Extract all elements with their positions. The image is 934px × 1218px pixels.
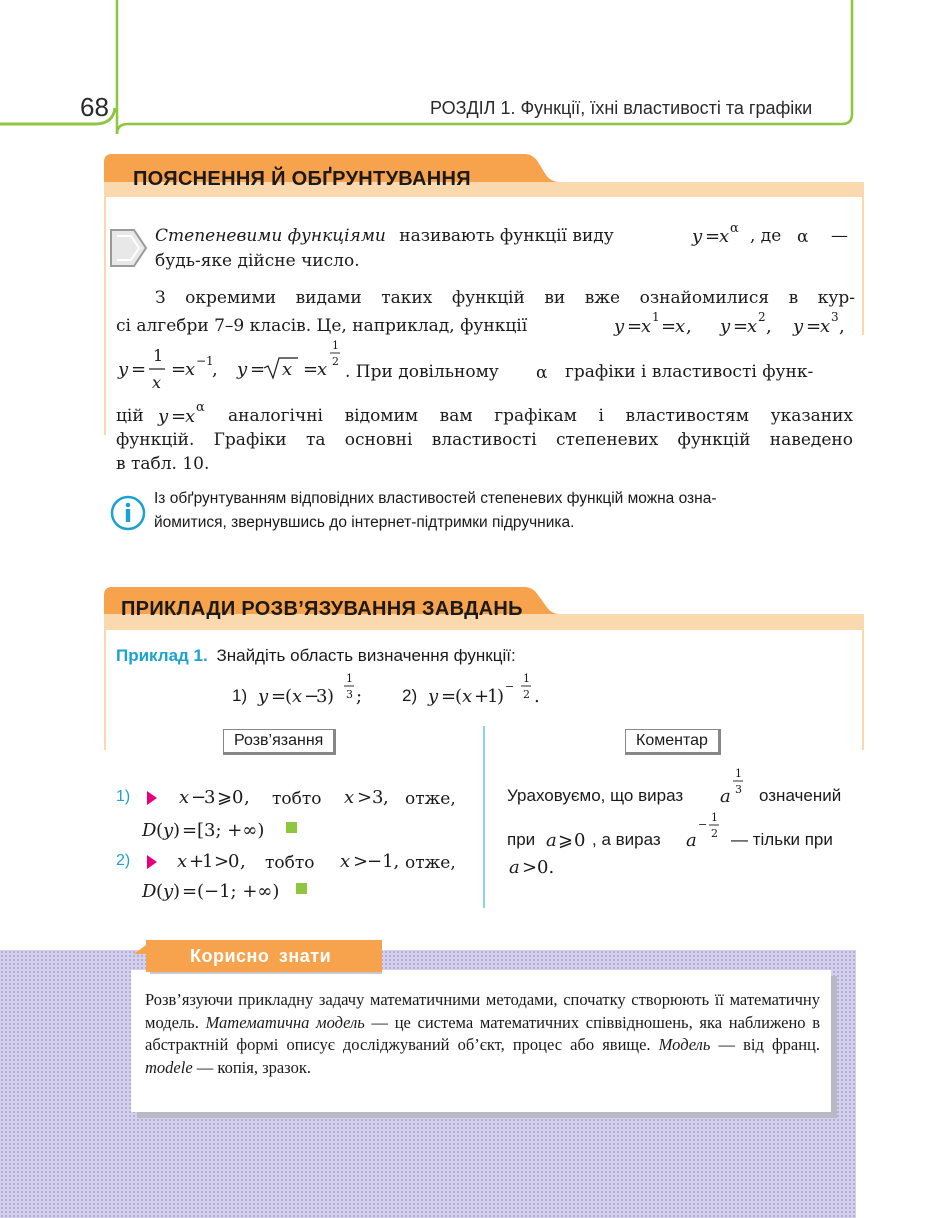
svg-text:−1: −1 bbox=[196, 354, 214, 368]
svg-text:,: , bbox=[686, 316, 692, 337]
svg-text:1: 1 bbox=[346, 672, 353, 685]
para-line-3-c: графіки і властивості функ- bbox=[565, 362, 814, 382]
svg-text:3: 3 bbox=[372, 787, 384, 808]
useful-text bbox=[145, 989, 820, 1079]
svg-text:0: 0 bbox=[228, 851, 240, 872]
def-line-2: будь-яке дійсне число. bbox=[155, 251, 360, 271]
symbol-alpha-2 bbox=[534, 360, 554, 384]
svg-text:x: x bbox=[282, 359, 293, 380]
svg-text:(: ( bbox=[156, 881, 164, 902]
useful-text-7: — копія, зразок. bbox=[196, 1057, 311, 1077]
svg-text:x: x bbox=[719, 226, 730, 247]
comment-label: Коментар bbox=[625, 729, 721, 755]
svg-text:y: y bbox=[428, 686, 439, 707]
header-frame bbox=[0, 0, 934, 140]
svg-text:⩾: ⩾ bbox=[217, 787, 233, 808]
svg-text:0.: 0. bbox=[537, 857, 555, 878]
def-text-mid: називають функції виду bbox=[399, 226, 614, 246]
word-otzhe-2: отже, bbox=[405, 853, 456, 873]
svg-text:x: x bbox=[292, 686, 303, 707]
svg-text:y: y bbox=[720, 316, 731, 337]
svg-text:x: x bbox=[152, 373, 162, 392]
svg-text:=: = bbox=[441, 686, 457, 707]
svg-text:y: y bbox=[692, 226, 703, 247]
svg-text:x: x bbox=[185, 406, 196, 427]
svg-text:=: = bbox=[705, 226, 721, 247]
svg-text:=: = bbox=[171, 359, 187, 380]
svg-text:=: = bbox=[303, 359, 319, 380]
def-tail-2: — bbox=[831, 226, 848, 246]
word-tobto-2: тобто bbox=[265, 853, 315, 873]
item-2-num: 2) bbox=[402, 686, 418, 705]
svg-text:+: + bbox=[474, 686, 490, 707]
page-number: 68 bbox=[80, 92, 109, 122]
comment-line-2-c: — тільки при bbox=[731, 830, 833, 849]
svg-text:,: , bbox=[212, 359, 218, 380]
examples-title: ПРИКЛАДИ РОЗВ’ЯЗУВАННЯ ЗАВДАНЬ bbox=[121, 598, 523, 620]
formula-list-line-2 bbox=[610, 308, 860, 340]
svg-text:x: x bbox=[179, 787, 190, 808]
info-note-line-2: йомитися, звернувшись до інтернет-підтримки підручника. bbox=[154, 514, 575, 531]
svg-text:>: > bbox=[214, 851, 230, 872]
svg-text:(: ( bbox=[285, 686, 293, 707]
svg-text:3: 3 bbox=[204, 787, 216, 808]
item-1-num: 1) bbox=[232, 686, 248, 705]
svg-text:x: x bbox=[820, 316, 831, 337]
svg-text:x: x bbox=[340, 851, 351, 872]
svg-text:a: a bbox=[546, 830, 557, 851]
svg-text:−: − bbox=[505, 680, 515, 693]
useful-term-modele: modele bbox=[145, 1057, 193, 1077]
svg-text:D: D bbox=[142, 820, 157, 841]
svg-text:=: = bbox=[661, 316, 677, 337]
svg-text:(−1; +∞): (−1; +∞) bbox=[197, 881, 280, 902]
para-line-5: функцій. Графіки та основні властивості степеневих функцій наведено bbox=[116, 430, 853, 450]
svg-text:1: 1 bbox=[153, 346, 164, 365]
svg-text:): ) bbox=[497, 686, 505, 707]
svg-text:α: α bbox=[196, 400, 205, 415]
formula-sol-2-domain bbox=[140, 875, 320, 905]
svg-text:>: > bbox=[522, 857, 538, 878]
svg-text:y: y bbox=[614, 316, 625, 337]
svg-text:α: α bbox=[797, 227, 809, 247]
svg-text:1: 1 bbox=[332, 339, 339, 352]
useful-term-model: Математична модель bbox=[205, 1012, 365, 1032]
formula-list-line-3 bbox=[116, 338, 366, 394]
solution-2-num: 2) bbox=[116, 852, 131, 869]
formula-sol-1b bbox=[340, 783, 410, 811]
svg-text:3: 3 bbox=[316, 686, 328, 707]
comment-line-2-b: , а вираз bbox=[592, 830, 661, 849]
svg-text:=: = bbox=[806, 316, 822, 337]
svg-text:2: 2 bbox=[332, 355, 339, 368]
examples-frame bbox=[0, 578, 934, 918]
svg-text:=: = bbox=[171, 406, 187, 427]
svg-text:1: 1 bbox=[652, 310, 660, 324]
useful-text-5: — від франц. bbox=[718, 1035, 821, 1054]
svg-text:=: = bbox=[271, 686, 287, 707]
svg-text:=: = bbox=[131, 359, 147, 380]
svg-text:=: = bbox=[250, 359, 266, 380]
svg-text:[3; +∞): [3; +∞) bbox=[197, 820, 265, 841]
svg-text:a: a bbox=[509, 857, 520, 878]
useful-text-3: — це система математичних співвідношень, яка наближено в абстрактній формі описує досліджуваний об’єкт, процес або явище. bbox=[145, 1012, 821, 1054]
svg-text:): ) bbox=[173, 881, 181, 902]
svg-text:x: x bbox=[344, 787, 355, 808]
svg-text:1: 1 bbox=[202, 851, 214, 872]
svg-text:y: y bbox=[793, 316, 804, 337]
svg-text:3: 3 bbox=[831, 310, 839, 324]
svg-text:x: x bbox=[675, 316, 686, 337]
svg-text:−: − bbox=[304, 686, 320, 707]
formula-a-gt-0 bbox=[507, 853, 567, 881]
svg-text:y: y bbox=[163, 820, 174, 841]
formula-a-pow-minus-1-2 bbox=[682, 806, 728, 852]
useful-title: Корисно знати bbox=[190, 946, 332, 966]
definition-marker-icon bbox=[108, 227, 148, 269]
svg-text:,: , bbox=[766, 316, 772, 337]
word-tobto-1: тобто bbox=[272, 789, 322, 809]
svg-text:α: α bbox=[536, 363, 548, 383]
svg-text:x: x bbox=[462, 686, 473, 707]
svg-text:a: a bbox=[686, 830, 697, 851]
info-icon bbox=[109, 494, 147, 532]
svg-text:,: , bbox=[839, 316, 845, 337]
svg-text:1: 1 bbox=[711, 811, 718, 824]
svg-text:⩾: ⩾ bbox=[558, 830, 574, 851]
svg-text:+: + bbox=[189, 851, 205, 872]
para-line-3-b: . При довільному bbox=[345, 362, 499, 382]
info-note-line-1: Із обґрунтуванням відповідних властивостей степеневих функцій можна озна- bbox=[154, 490, 717, 507]
svg-text:3: 3 bbox=[346, 688, 353, 701]
symbol-alpha bbox=[795, 224, 815, 248]
formula-sol-2b bbox=[336, 847, 416, 875]
svg-text:>: > bbox=[357, 787, 373, 808]
formula-item-1 bbox=[254, 668, 374, 712]
svg-text:=: = bbox=[182, 881, 198, 902]
term-power-functions: Степеневими функціями bbox=[155, 226, 386, 246]
svg-text:a: a bbox=[720, 786, 731, 807]
svg-text:−: − bbox=[698, 818, 708, 831]
para-line-4-b: аналогічні відомим вам графікам і властивостям указаних bbox=[228, 406, 853, 426]
formula-sol-2a bbox=[173, 847, 263, 875]
svg-text:y: y bbox=[258, 686, 269, 707]
para-line-2: сі алгебри 7–9 класів. Це, наприклад, функції bbox=[116, 316, 528, 336]
svg-text:0: 0 bbox=[232, 787, 244, 808]
svg-text:α: α bbox=[730, 221, 739, 236]
comment-line-2-a: при bbox=[507, 830, 536, 849]
bullet-arrow-icon bbox=[146, 854, 158, 870]
svg-text:x: x bbox=[317, 359, 328, 380]
svg-text:,: , bbox=[383, 787, 389, 808]
formula-sol-1a bbox=[175, 783, 265, 811]
svg-text:;: ; bbox=[356, 686, 363, 707]
word-otzhe-1: отже, bbox=[405, 789, 456, 809]
svg-text:(: ( bbox=[156, 820, 164, 841]
def-tail-1: , де bbox=[750, 226, 782, 246]
svg-text:y: y bbox=[118, 359, 129, 380]
svg-text:.: . bbox=[534, 686, 540, 707]
svg-text:x: x bbox=[641, 316, 652, 337]
explanation-title: ПОЯСНЕННЯ Й ОБҐРУНТУВАННЯ bbox=[133, 168, 471, 190]
svg-text:(: ( bbox=[455, 686, 463, 707]
formula-a-geq-0 bbox=[544, 826, 594, 854]
svg-text:y: y bbox=[163, 881, 174, 902]
example-1-task: Знайдіть область визначення функції: bbox=[216, 646, 516, 665]
solution-label: Розв’язання bbox=[223, 729, 336, 755]
svg-text:y: y bbox=[237, 359, 248, 380]
formula-sol-1-domain bbox=[140, 814, 310, 844]
svg-text:x: x bbox=[185, 359, 196, 380]
svg-text:2: 2 bbox=[711, 827, 718, 840]
svg-text:=: = bbox=[182, 820, 198, 841]
para-line-1: З окремими видами таких функцій ви вже ознайомилися в кур- bbox=[155, 288, 855, 308]
comment-line-1-b: означений bbox=[759, 786, 842, 805]
svg-text:2: 2 bbox=[758, 310, 766, 324]
formula-a-pow-1-3 bbox=[716, 762, 752, 808]
formula-item-2 bbox=[424, 668, 554, 712]
svg-text:0: 0 bbox=[574, 830, 586, 851]
para-line-4-a: цій bbox=[116, 406, 144, 426]
svg-text:): ) bbox=[173, 820, 181, 841]
useful-term-model-2: Модель bbox=[658, 1035, 711, 1054]
comment-line-1-a: Ураховуємо, що вираз bbox=[507, 786, 684, 805]
svg-text:2: 2 bbox=[523, 688, 530, 701]
svg-text:y: y bbox=[158, 406, 169, 427]
svg-text:1: 1 bbox=[735, 767, 742, 780]
formula-y-x-alpha-2 bbox=[154, 398, 224, 428]
svg-text:x: x bbox=[747, 316, 758, 337]
para-line-6: в табл. 10. bbox=[116, 454, 210, 474]
svg-text:,: , bbox=[240, 851, 246, 872]
example-1-label: Приклад 1. bbox=[116, 646, 208, 665]
svg-text:,: , bbox=[244, 787, 250, 808]
svg-text:3: 3 bbox=[735, 783, 742, 796]
svg-text:=: = bbox=[733, 316, 749, 337]
running-head: РОЗДІЛ 1. Функції, їхні властивості та графіки bbox=[430, 98, 813, 118]
svg-text:): ) bbox=[327, 686, 335, 707]
svg-text:−1,: −1, bbox=[367, 851, 400, 872]
useful-text-1: Розв’язуючи прикладну задачу математичними методами, спочатку створюють її математичну модель. bbox=[145, 990, 820, 1032]
solution-1-num: 1) bbox=[116, 788, 131, 805]
bullet-arrow-icon bbox=[146, 790, 158, 806]
svg-text:1: 1 bbox=[487, 686, 499, 707]
svg-text:−: − bbox=[191, 787, 207, 808]
svg-text:x: x bbox=[177, 851, 188, 872]
svg-text:>: > bbox=[353, 851, 369, 872]
svg-text:D: D bbox=[142, 881, 157, 902]
svg-text:1: 1 bbox=[523, 672, 530, 685]
svg-text:=: = bbox=[627, 316, 643, 337]
